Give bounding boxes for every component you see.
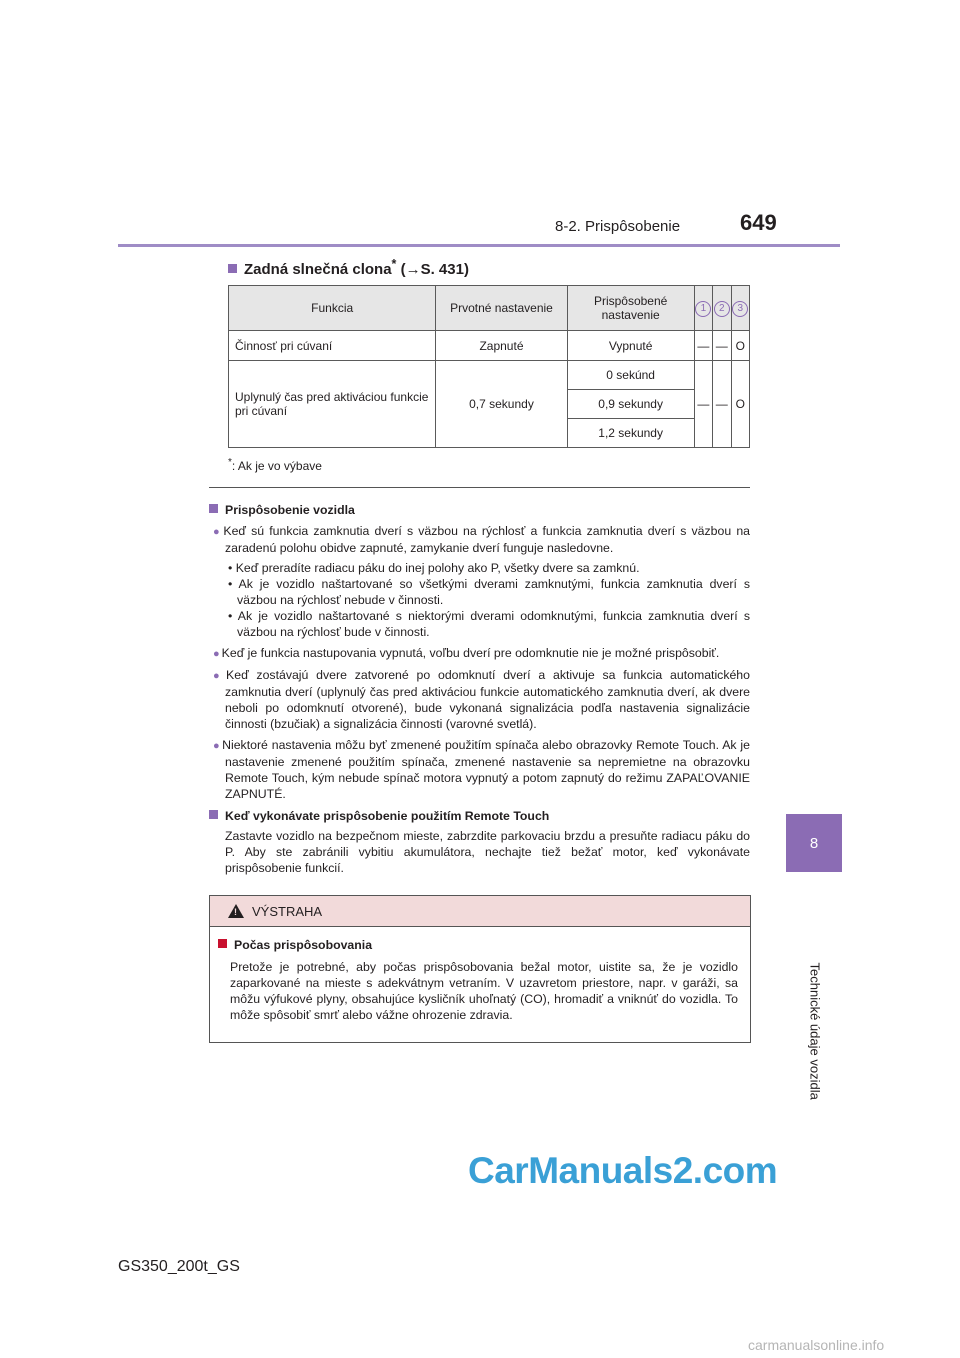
list-item-text: Keď je funkcia nastupovania vypnutá, voľbu dverí pre odomknutie nie je možné prispôsobiť. <box>221 646 720 660</box>
header-col-3 <box>731 286 750 331</box>
number-3-icon: 3 <box>732 301 748 317</box>
table-header-row <box>229 286 750 331</box>
table-row <box>229 361 750 390</box>
header-col-1 <box>694 286 712 331</box>
note-heading-customization <box>209 502 750 518</box>
settings-table <box>228 285 750 448</box>
footnote-star: * <box>391 257 397 271</box>
notes-body <box>209 498 750 876</box>
warning-triangle-icon: ! <box>228 904 244 918</box>
warning-body <box>210 927 750 1023</box>
row2-function: Uplynulý čas pred aktiváciou funkcie pri cúvaní <box>229 361 436 448</box>
row2-c1: — <box>694 361 712 448</box>
section-heading-text: Zadná slnečná clona <box>244 261 392 278</box>
list-item <box>209 645 750 662</box>
list-item-text: Keď zostávajú dvere zatvorené po odomknutí dverí a aktivuje sa funkcia automatického zamknutia dverí (uplynulý čas pred aktiváciou funkcie automatického zamknutia dverí, ak dvere neboli po odomknutí otvorené), bude vykonaná signalizácia podľa nastavenia signalizácie činnosti (bzučiak) a signalizácia činnosti (varovné svetlá). <box>225 668 750 731</box>
watermark-logo: CarManuals2.com <box>468 1150 778 1191</box>
table-row <box>229 331 750 361</box>
row2-custom-3: 1,2 sekundy <box>567 419 694 448</box>
footnote-star-mark: * <box>228 457 232 468</box>
square-bullet-icon <box>218 939 227 948</box>
row2-c2: — <box>713 361 731 448</box>
list-item <box>209 667 750 732</box>
row1-c1: — <box>694 331 712 361</box>
row2-default: 0,7 sekundy <box>436 361 567 448</box>
circle-bullet-icon: ● <box>213 648 220 660</box>
header-section-title: 8-2. Prispôsobenie <box>555 218 681 235</box>
circle-bullet-icon: ● <box>213 740 221 752</box>
list-item <box>209 523 750 556</box>
footer-model-code: GS350_200t_GS <box>118 1258 240 1275</box>
footnote-text: : Ak je vo výbave <box>231 459 322 473</box>
watermark-url: carmanualsonline.info <box>748 1337 885 1353</box>
list-item-text: Niektoré nastavenia môžu byť zmenené použitím spínača alebo obrazovky Remote Touch. Ak je nastavenie zmenené použitím spínača, zmenené nastavenie sa nepremietne na obrazovku Remote Touch, kým nebude spínač motora vypnutý a potom zapnutý do režimu ZAPAĽOVANIE ZAPNUTÉ. <box>222 738 750 801</box>
sub-item-1: • Keď preradíte radiacu páku do inej polohy ako P, všetky dvere sa zamknú. <box>228 561 640 575</box>
note-heading-text: Keď vykonávate prispôsobenie použitím Remote Touch <box>225 809 550 823</box>
section-divider <box>209 487 750 488</box>
row2-custom-1: 0 sekúnd <box>567 361 694 390</box>
header-function: Funkcia <box>229 286 436 331</box>
header-default: Prvotné nastavenie <box>436 286 567 331</box>
sub-item-2: • Ak je vozidlo naštartované so všetkými dverami zamknutými, funkcia zamknutia dverí s väzbou na rýchlosť nebude v činnosti. <box>228 577 750 607</box>
circle-bullet-icon: ● <box>213 526 222 538</box>
warning-heading-text: Počas prispôsobovania <box>234 938 373 952</box>
row1-function: Činnosť pri cúvaní <box>229 331 436 361</box>
row1-custom: Vypnuté <box>567 331 694 361</box>
header-divider <box>118 244 840 247</box>
square-bullet-icon <box>209 810 218 819</box>
warning-title: VÝSTRAHA <box>252 903 323 919</box>
warning-header <box>210 896 750 927</box>
page-reference: (→S. 431) <box>396 261 469 278</box>
chapter-number: 8 <box>809 834 819 852</box>
circle-bullet-icon: ● <box>213 670 225 682</box>
square-bullet-icon <box>228 264 237 273</box>
sub-item-3: • Ak je vozidlo naštartované s niektorými dverami odomknutými, funkcia zamknutia dverí s väzbou na rýchlosť bude v činnosti. <box>228 609 750 639</box>
row1-default: Zapnuté <box>436 331 567 361</box>
number-2-icon: 2 <box>714 301 730 317</box>
page-number: 649 <box>740 210 777 235</box>
note-heading-remote-touch <box>209 808 750 824</box>
remote-touch-paragraph: Zastavte vozidlo na bezpečnom mieste, zabrzdite parkovaciu brzdu a presuňte radiacu páku do P. Aby ste zabránili vybitiu akumulátora, nechajte tiež bežať motor, keď vykonávate prispôsobenie funkcií. <box>225 829 750 875</box>
list-item <box>209 737 750 802</box>
header-custom: Prispôsobené nastavenie <box>567 286 694 331</box>
warning-text: Pretože je potrebné, aby počas prispôsobovania bežal motor, uistite sa, že je vozidlo zaparkované na mieste s adekvátnym vetraním. V uzavretom priestore, napr. v garáži, sa môžu výfukové plyny, obsahujúce kysličník uhoľnatý (CO), hromadiť a vniknúť do vozidla. To môže spôsobiť smrť alebo vážne ohrozenie zdravia. <box>230 960 738 1022</box>
note-heading-text: Prispôsobenie vozidla <box>225 503 355 517</box>
section-heading <box>228 257 469 278</box>
chapter-label: Technické údaje vozidla <box>807 962 823 1100</box>
warning-heading <box>218 937 738 953</box>
table-footnote <box>228 457 322 473</box>
row1-c3: O <box>731 331 750 361</box>
square-bullet-icon <box>209 504 218 513</box>
list-item-text: Keď sú funkcia zamknutia dverí s väzbou na rýchlosť a funkcia zamknutia dverí s väzbou na zaradenú polohu obidve zapnuté, zamykanie dverí funguje nasledovne. <box>223 524 750 555</box>
row2-c3: O <box>731 361 750 448</box>
header-col-2 <box>713 286 731 331</box>
warning-box <box>209 895 751 1043</box>
chapter-tab[interactable] <box>786 814 842 872</box>
number-1-icon: 1 <box>695 301 711 317</box>
row2-custom-2: 0,9 sekundy <box>567 390 694 419</box>
row1-c2: — <box>713 331 731 361</box>
